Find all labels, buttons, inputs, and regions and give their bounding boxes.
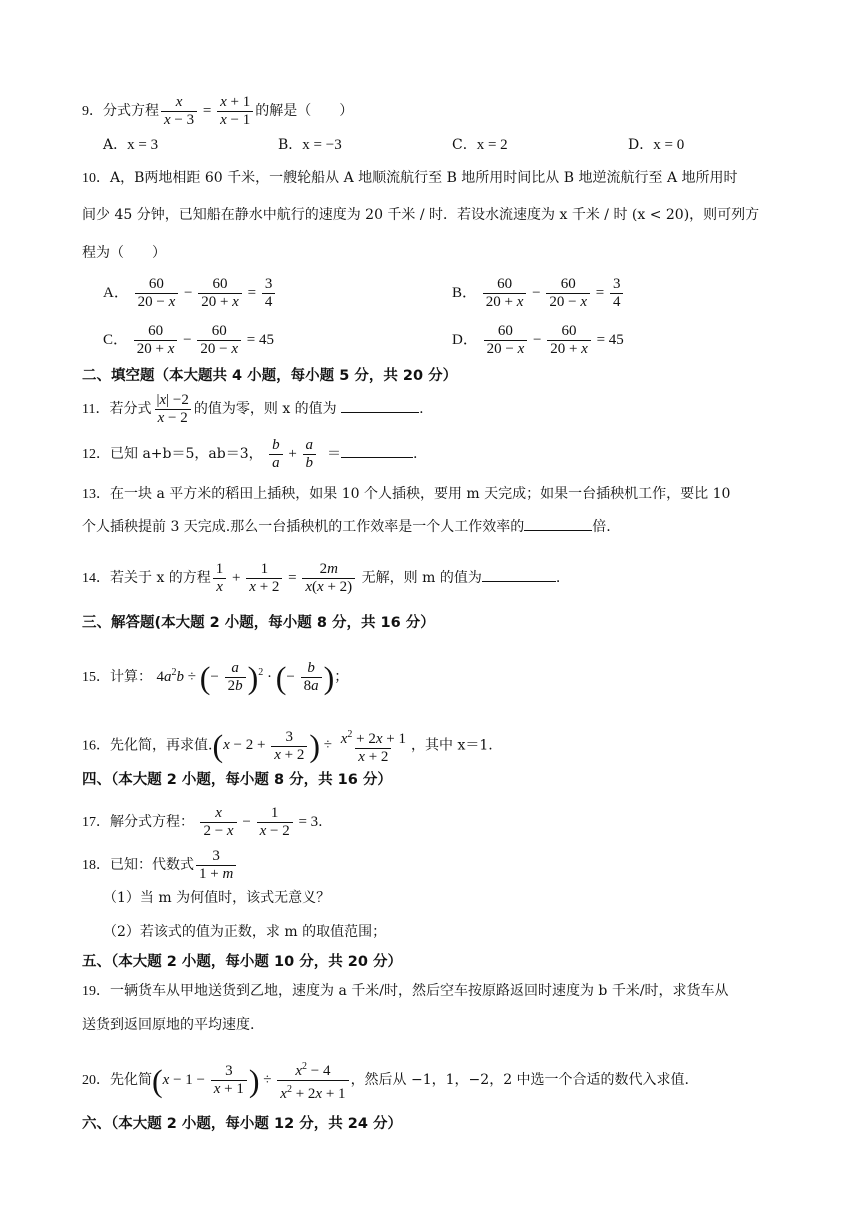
question-15: 15．计算： $4a^2b$ ÷ (− $\frac{a}{2b}$ )$^2$ · (− $\frac{b}{8a}$ )；	[82, 659, 349, 696]
option-d-value: x = 0	[653, 137, 685, 153]
option-c-value: x = 2	[476, 137, 508, 153]
section-heading-2: 二、填空题（本大题共 4 小题，每小题 5 分，共 20 分）	[82, 368, 458, 384]
question-9	[82, 94, 353, 129]
question-14: 14．若关于 x 的方程 $\frac{1}{x}$ + $\frac{1}{x + 2}$ = $\frac{2m}{x(x + 2)}$ 无解，则 m 的值为 .	[82, 561, 561, 595]
question-13-line-2: 个人插秧提前 3 天完成.那么一台插秧机的工作效率是一个人工作效率的 倍.	[82, 516, 611, 537]
question-19-line-1: 19．一辆货车从甲地送货到乙地，速度为 a 千米/时，然后空车按原路返回时速度为 b 千米/时，求货车从	[82, 983, 729, 999]
question-10-line-3: 程为（ ）	[82, 245, 166, 261]
equation: $\frac{x}{x - 3}$ = $\frac{x + 1}{x - 1}$	[159, 103, 255, 119]
question-prefix: 分式方程	[103, 102, 159, 119]
option-a: A． $\frac{60}{20 - x}$ − $\frac{60}{20 + x}$ = $\frac{3}{4}$	[103, 276, 277, 311]
option-c: C． $\frac{60}{20 + x}$ − $\frac{60}{20 - x}$ = 45	[103, 323, 274, 357]
question-17: 17．解分式方程： $\frac{x}{2 - x}$ − $\frac{1}{x - 2}$ = 3.	[82, 805, 323, 839]
question-10-line-1: 10．A，B两地相距 60 千米，一艘轮船从 A 地顺流航行至 B 地所用时间比从 B 地逆流航行至 A 地所用时	[82, 170, 738, 186]
question-10-line-2: 间少 45 分钟，已知船在静水中航行的速度为 20 千米 / 时．若设水流速度为 x 千米 / 时 (x < 20)，则可列方	[82, 207, 760, 223]
question-18-part-1: （1）当 m 为何值时，该式无意义？	[103, 890, 331, 906]
option-c: C．x = 2	[452, 137, 508, 153]
question-11: 11．若分式 $\frac{|x| -2}{x - 2}$ 的值为零，则 x 的值为 .	[82, 392, 424, 426]
question-20: 20．先化简(x − 1 − $\frac{3}{x + 1}$ ) ÷ $\frac{x^2 - 4}{x^2 + 2x + 1}$ ，然后从 −1，1，−2，2 中选一个合适的数代入求值.	[82, 1061, 690, 1102]
question-16: 16．先化简，再求值.(x − 2 + $\frac{3}{x + 2}$ ) ÷ $\frac{x^2 + 2x + 1}{x + 2}$ ，其中 x＝1.	[82, 728, 493, 765]
question-13-line-1: 13．在一块 a 平方米的稻田上插秧，如果 10 个人插秧，要用 m 天完成；如果一台插秧机工作，要比 10	[82, 486, 731, 502]
question-number: 10．	[82, 171, 110, 186]
option-d: D．x = 0	[628, 137, 685, 153]
question-12: 12．已知 a+b＝5，ab＝3， $\frac{b}{a}$ + $\frac{a}{b}$ ＝ .	[82, 437, 418, 471]
question-suffix: 的解是（ ）	[255, 102, 354, 119]
answer-blank[interactable]	[341, 443, 413, 458]
option-a-value: x = 3	[127, 137, 159, 153]
section-heading-6: 六、（本大题 2 小题，每小题 12 分，共 24 分）	[82, 1116, 402, 1132]
answer-blank[interactable]	[482, 567, 556, 582]
option-b: B． $\frac{60}{20 + x}$ − $\frac{60}{20 - x}$ = $\frac{3}{4}$	[452, 276, 625, 311]
answer-blank[interactable]	[524, 516, 592, 531]
question-18-part-2: （2）若该式的值为正数，求 m 的取值范围；	[103, 924, 387, 940]
section-heading-3: 三、解答题(本大题 2 小题，每小题 8 分，共 16 分）	[82, 615, 435, 631]
section-heading-4: 四、（本大题 2 小题，每小题 8 分，共 16 分）	[82, 772, 392, 788]
question-number: 9．	[82, 103, 103, 119]
section-heading-5: 五、（本大题 2 小题，每小题 10 分，共 20 分）	[82, 954, 402, 970]
option-d: D． $\frac{60}{20 - x}$ − $\frac{60}{20 + x}$ = 45	[452, 323, 624, 357]
question-19-line-2: 送货到返回原地的平均速度.	[82, 1017, 255, 1033]
answer-blank[interactable]	[341, 398, 419, 413]
option-b: B．x = −3	[278, 137, 342, 153]
option-b-value: x = −3	[302, 137, 342, 153]
option-a: A．x = 3	[103, 137, 159, 153]
question-18: 18．已知：代数式 $\frac{3}{1 + m}$	[82, 848, 238, 883]
